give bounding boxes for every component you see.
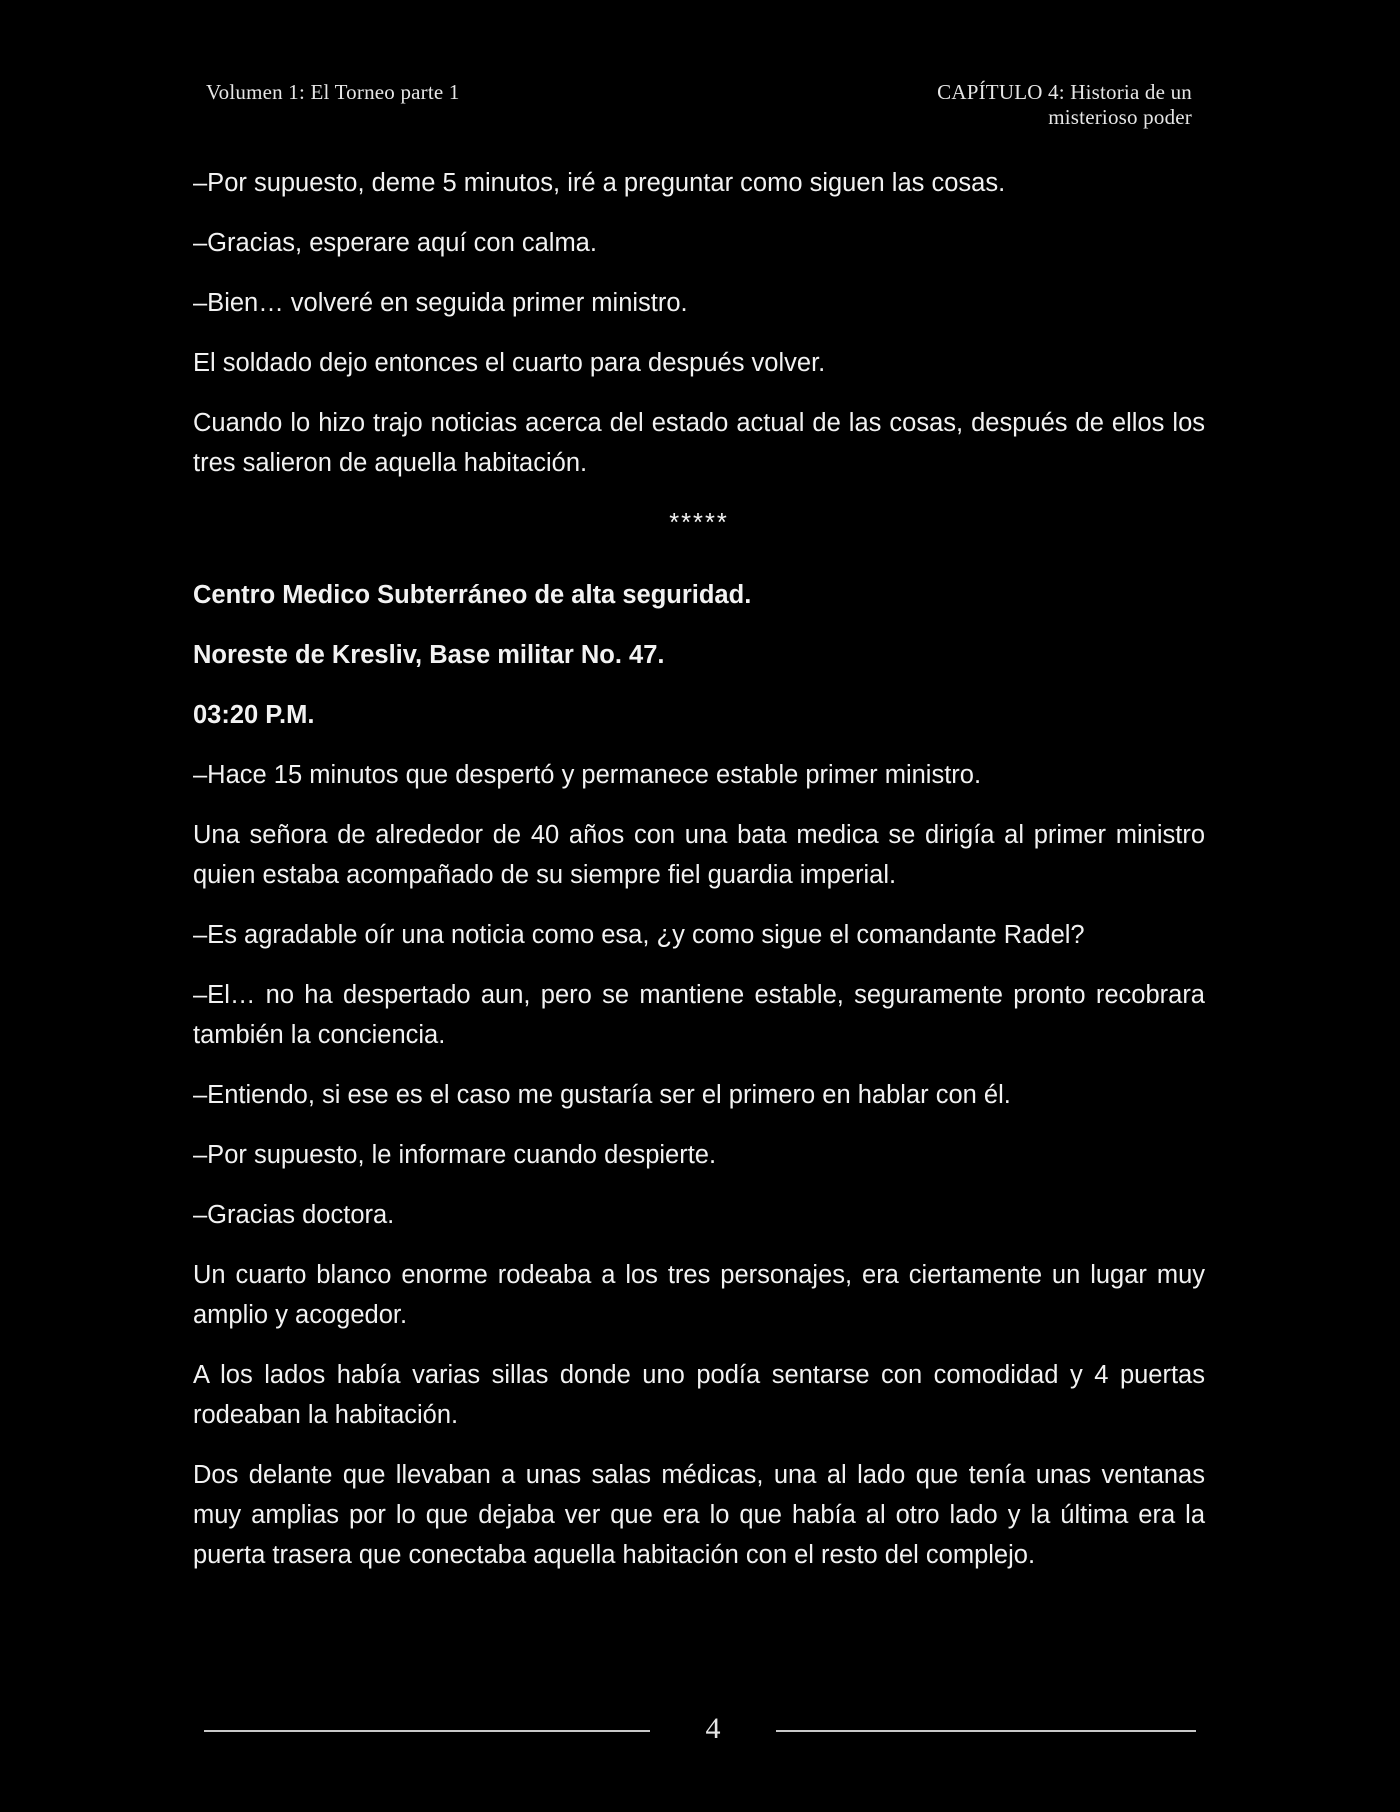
scene-place-heading: Noreste de Kresliv, Base militar No. 47. [193, 641, 665, 669]
running-header-volume: Volumen 1: El Torneo parte 1 [206, 80, 460, 104]
paragraph-dialogue: –Hace 15 minutos que despertó y permanece estable primer ministro. [193, 761, 982, 789]
paragraph-narration: Dos delante que llevaban a unas salas médicas, una al lado que tenía unas ventanas muy amplias por lo que dejaba ver que era lo que había al otro lado y la última era la puerta trasera que conectaba aquella habitación con el resto del complejo. [193, 1461, 1205, 1569]
paragraph-narration: Una señora de alrededor de 40 años con una bata medica se dirigía al primer ministro quien estaba acompañado de su siempre fiel guardia imperial. [193, 821, 1205, 889]
paragraph-narration: El soldado dejo entonces el cuarto para después volver. [193, 349, 826, 377]
chapter-title-line-2: misterioso poder [1048, 105, 1192, 129]
footer-rule-left [204, 1730, 650, 1732]
scene-location-heading: Centro Medico Subterráneo de alta seguridad. [193, 581, 752, 609]
paragraph-dialogue: –Por supuesto, le informare cuando despierte. [193, 1141, 717, 1169]
paragraph-narration: A los lados había varias sillas donde uno podía sentarse con comodidad y 4 puertas rodeaban la habitación. [193, 1361, 1205, 1429]
paragraph-dialogue: –Por supuesto, deme 5 minutos, iré a preguntar como siguen las cosas. [193, 169, 1006, 197]
paragraph-narration: Un cuarto blanco enorme rodeaba a los tres personajes, era ciertamente un lugar muy amplio y acogedor. [193, 1261, 1205, 1329]
page-number: 4 [705, 1712, 721, 1745]
paragraph-narration: Cuando lo hizo trajo noticias acerca del estado actual de las cosas, después de ellos los tres salieron de aquella habitación. [193, 409, 1205, 477]
scene-break: ***** [669, 509, 729, 537]
paragraph-dialogue: –Bien… volveré en seguida primer ministro. [193, 289, 688, 317]
page-body [193, 163, 1205, 1595]
chapter-title-line-1: CAPÍTULO 4: Historia de un [937, 80, 1192, 104]
footer-rule-right [776, 1730, 1196, 1732]
scene-time-heading: 03:20 P.M. [193, 701, 315, 729]
paragraph-dialogue: –El… no ha despertado aun, pero se mantiene estable, seguramente pronto recobrara también la conciencia. [193, 981, 1205, 1049]
paragraph-dialogue: –Es agradable oír una noticia como esa, ¿y como sigue el comandante Radel? [193, 921, 1085, 949]
running-header-chapter [937, 80, 1192, 130]
paragraph-dialogue: –Entiendo, si ese es el caso me gustaría ser el primero en hablar con él. [193, 1081, 1011, 1109]
paragraph-dialogue: –Gracias, esperare aquí con calma. [193, 229, 597, 257]
paragraph-dialogue: –Gracias doctora. [193, 1201, 395, 1229]
